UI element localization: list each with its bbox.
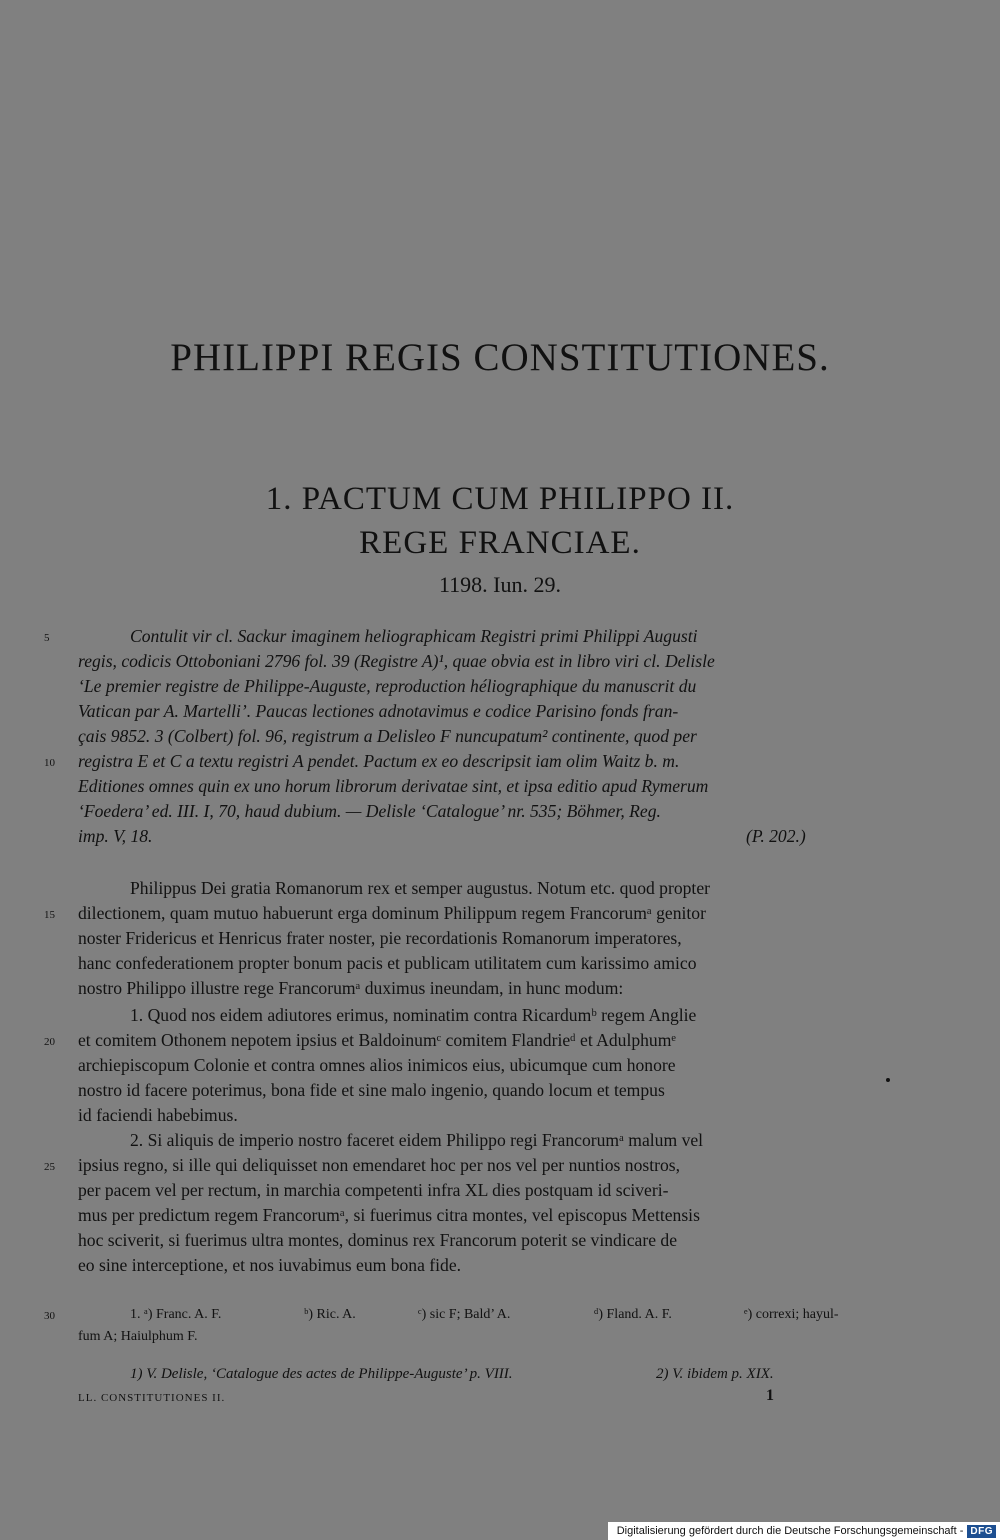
intro-line: ‘Foedera’ ed. III. I, 70, haud dubium. — Delisle ‘Catalogue’ nr. 535; Böhmer, Reg. bbox=[78, 801, 661, 821]
footnote-b: ᵇ) Ric. A. bbox=[304, 1307, 356, 1322]
footnote-c: ᶜ) sic F; Bald’ A. bbox=[418, 1307, 511, 1322]
margin-line-number: 10 bbox=[44, 757, 55, 769]
margin-line-number: 15 bbox=[44, 909, 55, 921]
footnote-a: 1. ᵃ) Franc. A. F. bbox=[130, 1307, 222, 1322]
margin-line-number: 5 bbox=[44, 632, 50, 644]
body-line: Philippus Dei gratia Romanorum rex et semper augustus. Notum etc. quod propter bbox=[130, 878, 710, 898]
body-line: hanc confederationem propter bonum pacis et publicam utilitatem cum karissimo amico bbox=[78, 953, 697, 973]
page-title: PHILIPPI REGIS CONSTITUTIONES. bbox=[170, 336, 830, 379]
body-line: id faciendi habebimus. bbox=[78, 1105, 238, 1125]
body-line: et comitem Othonem nepotem ipsius et Baldoinumᶜ comitem Flandrieᵈ et Adulphumᵉ bbox=[78, 1030, 676, 1050]
body-line: archiepiscopum Colonie et contra omnes alios inimicos eius, ubicumque cum honore bbox=[78, 1055, 676, 1075]
body-line: ipsius regno, si ille qui deliquisset non emendaret hoc per nos vel per nuntios nostros, bbox=[78, 1155, 681, 1175]
body-line: mus per predictum regem Francorumᵃ, si fuerimus citra montes, vel episcopus Mettensis bbox=[78, 1205, 700, 1225]
margin-line-number: 30 bbox=[44, 1310, 55, 1322]
document-date: 1198. Iun. 29. bbox=[438, 572, 561, 597]
body-line: per pacem vel per rectum, in marchia competenti infra XL dies postquam id sciveri- bbox=[78, 1180, 669, 1200]
intro-line: regis, codicis Ottoboniani 2796 fol. 39 (Registre A)¹, quae obvia est in libro viri cl. Delisle bbox=[78, 651, 715, 671]
body-line: eo sine interceptione, et nos iuvabimus eum bona fide. bbox=[78, 1255, 462, 1275]
digitization-credit bbox=[608, 1522, 1000, 1540]
body-line: 1. Quod nos eidem adiutores erimus, nominatim contra Ricardumᵇ regem Anglie bbox=[130, 1005, 697, 1025]
body-line: noster Fridericus et Henricus frater noster, pie recordationis Romanorum imperatores, bbox=[78, 928, 682, 948]
intro-line: ‘Le premier registre de Philippe-Auguste, reproduction héliographique du manuscrit du bbox=[78, 676, 697, 696]
footnote-e: ᵉ) correxi; hayul- bbox=[744, 1307, 839, 1322]
signature-line: LL. CONSTITUTIONES II. bbox=[78, 1392, 226, 1404]
intro-line: çais 9852. 3 (Colbert) fol. 96, registrum a Delisleo F nuncupatum² continente, quod per bbox=[78, 726, 697, 746]
p-reference: (P. 202.) bbox=[746, 826, 806, 846]
intro-line: Contulit vir cl. Sackur imaginem heliographicam Registri primi Philippi Augusti bbox=[130, 626, 698, 646]
margin-line-number: 20 bbox=[44, 1036, 55, 1048]
margin-line-number: 25 bbox=[44, 1161, 55, 1173]
intro-line: Vatican par A. Martelli’. Paucas lectiones adnotavimus e codice Parisino fonds fran- bbox=[78, 701, 679, 721]
section-heading-line-2: REGE FRANCIAE. bbox=[359, 525, 641, 561]
section-heading-line-1: 1. PACTUM CUM PHILIPPO II. bbox=[265, 481, 735, 517]
body-line: nostro Philippo illustre rege Francorumᵃ duximus ineundam, in hunc modum: bbox=[78, 978, 624, 998]
body-line: dilectionem, quam mutuo habuerunt erga dominum Philippum regem Francorumᵃ genitor bbox=[78, 903, 706, 923]
body-line: hoc sciverit, si fuerimus ultra montes, dominus rex Francorum poterit se vindicare de bbox=[78, 1230, 678, 1250]
footnote-continuation: fum A; Haiulphum F. bbox=[78, 1329, 198, 1344]
credit-text: Digitalisierung gefördert durch die Deutsche Forschungsgemeinschaft - bbox=[616, 1525, 964, 1537]
stray-mark bbox=[886, 1078, 890, 1082]
page-number: 1 bbox=[766, 1387, 774, 1404]
body-line: 2. Si aliquis de imperio nostro faceret eidem Philippo regi Francorumᵃ malum vel bbox=[130, 1130, 704, 1150]
body-line: nostro id facere poterimus, bona fide et sine malo ingenio, quando locum et tempus bbox=[78, 1080, 665, 1100]
intro-line: Editiones omnes quin ex uno horum librorum derivatae sint, et ipsa editio apud Rymerum bbox=[78, 776, 709, 796]
reference-1: 1) V. Delisle, ‘Catalogue des actes de Philippe-Auguste’ p. VIII. bbox=[130, 1366, 513, 1382]
intro-line: imp. V, 18. bbox=[78, 826, 153, 846]
dfg-logo: DFG bbox=[967, 1525, 996, 1538]
footnote-d: ᵈ) Fland. A. F. bbox=[594, 1307, 672, 1322]
reference-2: 2) V. ibidem p. XIX. bbox=[656, 1366, 774, 1382]
intro-line: registra E et C a textu registri A pendet. Pactum ex eo descripsit iam olim Waitz b. m. bbox=[78, 751, 680, 771]
